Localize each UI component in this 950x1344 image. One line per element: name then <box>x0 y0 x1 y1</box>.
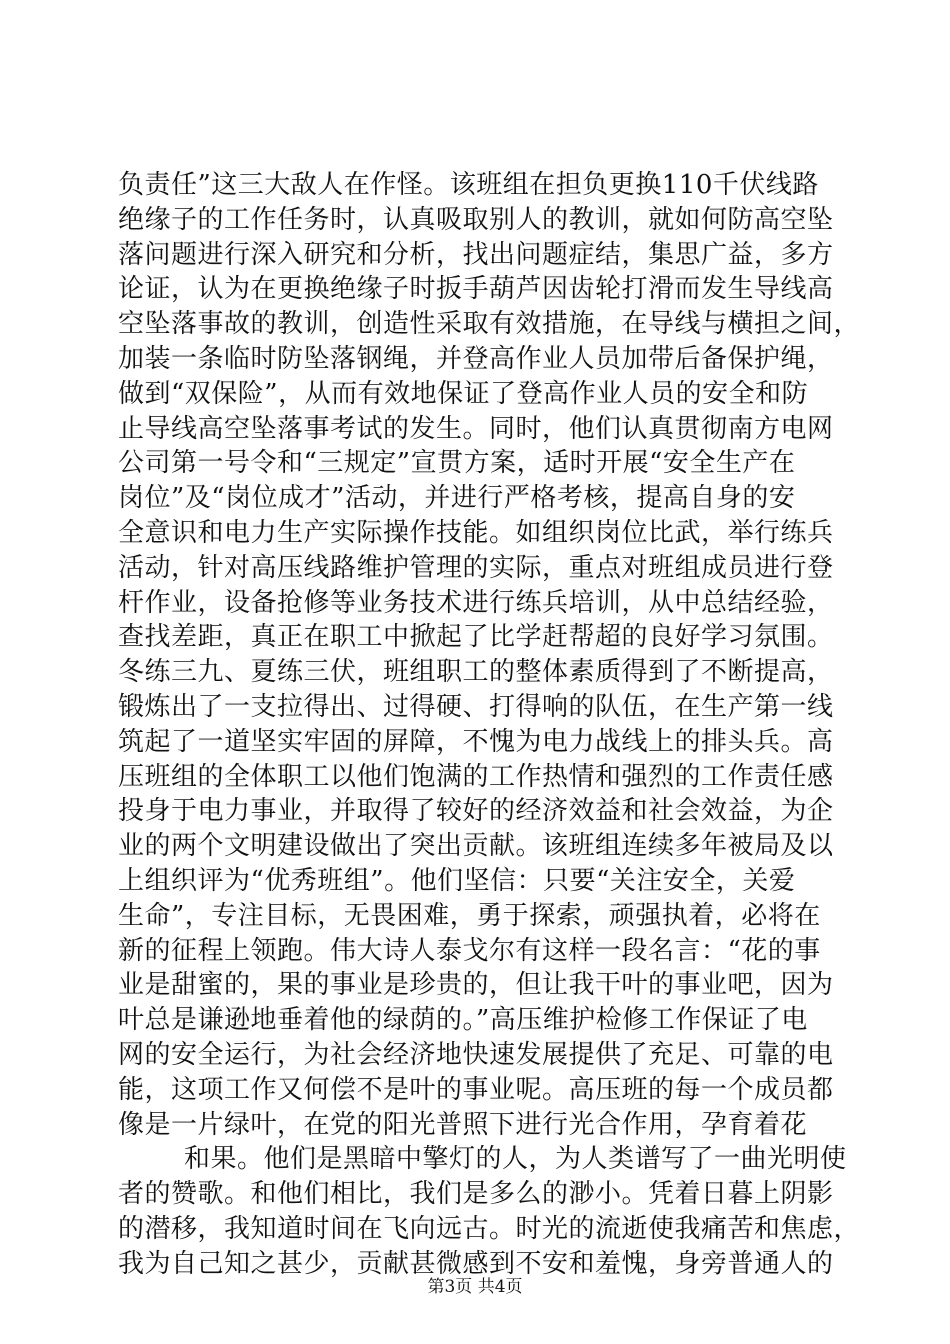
text-line: 止导线高空坠落事考试的发生。同时，他们认真贯彻南方电网 <box>118 413 834 444</box>
text-line: 叶总是谦逊地垂着他的绿荫的。”高压维护检修工作保证了电 <box>118 1005 808 1036</box>
text-line: 压班组的全体职工以他们饱满的工作热情和强烈的工作责任感 <box>118 761 834 792</box>
text-line: 公司第一号令和“三规定”宣贯方案，适时开展“安全生产在 <box>118 448 796 479</box>
text-line: 业是甜蜜的，果的事业是珍贵的，但让我干叶的事业吧，因为 <box>118 970 834 1001</box>
text-line: 的潜移，我知道时间在飞向远古。时光的流逝使我痛苦和焦虑， <box>118 1213 861 1244</box>
text-line: 活动，针对高压线路维护管理的实际，重点对班组成员进行登 <box>118 552 834 583</box>
text-line: 像是一片绿叶，在党的阳光普照下进行光合作用，孕育着花 <box>118 1109 808 1140</box>
text-line-indented: 和果。他们是黑暗中擎灯的人，为人类谱写了一曲光明使 <box>184 1144 847 1175</box>
body-text <box>118 168 861 1282</box>
text-line: 上组织评为“优秀班组”。他们坚信：只要“关注安全，关爱 <box>118 865 796 896</box>
page-number-footer: 第3页 共4页 <box>427 1277 523 1297</box>
text-line: 投身于电力事业，并取得了较好的经济效益和社会效益，为企 <box>118 796 834 827</box>
text-line: 杆作业，设备抢修等业务技术进行练兵培训，从中总结经验， <box>118 587 834 618</box>
text-line: 网的安全运行，为社会经济地快速发展提供了充足、可靠的电 <box>118 1039 834 1070</box>
text-line: 我为自己知之甚少，贡献甚微感到不安和羞愧，身旁普通人的 <box>118 1248 834 1279</box>
text-line: 筑起了一道坚实牢固的屏障，不愧为电力战线上的排头兵。高 <box>118 726 834 757</box>
text-line: 空坠落事故的教训，创造性采取有效措施，在导线与横担之间， <box>118 309 861 340</box>
text-line: 落问题进行深入研究和分析，找出问题症结，集思广益，多方 <box>118 239 834 270</box>
text-line: 业的两个文明建设做出了突出贡献。该班组连续多年被局及以 <box>118 831 834 862</box>
text-line: 新的征程上领跑。伟大诗人泰戈尔有这样一段名言：“花的事 <box>118 935 821 966</box>
text-line: 全意识和电力生产实际操作技能。如组织岗位比武，举行练兵 <box>118 517 834 548</box>
text-line: 绝缘子的工作任务时，认真吸取别人的教训，就如何防高空坠 <box>118 204 834 235</box>
text-line: 做到“双保险”，从而有效地保证了登高作业人员的安全和防 <box>118 378 809 409</box>
text-line: 冬练三九、夏练三伏，班组职工的整体素质得到了不断提高， <box>118 657 834 688</box>
text-line: 岗位”及“岗位成才”活动，并进行严格考核，提高自身的安 <box>118 483 796 514</box>
text-line: 生命”，专注目标，无畏困难，勇于探索，顽强执着，必将在 <box>118 900 821 931</box>
text-line: 负责任”这三大敌人在作怪。该班组在担负更换110千伏线路 <box>118 170 819 200</box>
text-line: 加装一条临时防坠落钢绳，并登高作业人员加带后备保护绳， <box>118 343 834 374</box>
text-line: 者的赞歌。和他们相比，我们是多么的渺小。凭着日暮上阴影 <box>118 1179 834 1210</box>
text-line: 查找差距，真正在职工中掀起了比学赶帮超的良好学习氛围。 <box>118 622 834 653</box>
text-line: 论证，认为在更换绝缘子时扳手葫芦因齿轮打滑而发生导线高 <box>118 274 834 305</box>
text-line: 锻炼出了一支拉得出、过得硬、打得响的队伍，在生产第一线 <box>118 691 834 722</box>
text-line: 能，这项工作又何偿不是叶的事业呢。高压班的每一个成员都 <box>118 1074 834 1105</box>
